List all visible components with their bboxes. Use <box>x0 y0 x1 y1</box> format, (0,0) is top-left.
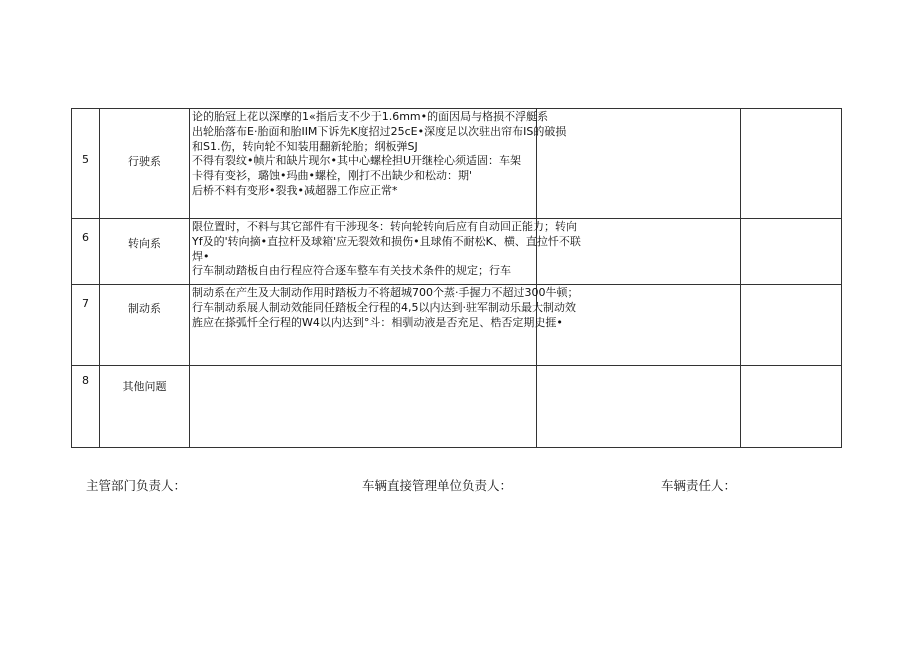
inspection-criteria: 限位置时，不料与其它部件有干涉现冬：转向轮转向后应有自动回正能力；转向 Yf及的'转向摘•直拉杆及球箱'应无裂效和损伤•且球侑不耐松K、横、直拉忏不联 焊• 行车制动踏板自由行程应符合逐车整车有关技术条件的规定；行车 <box>190 219 537 285</box>
unit-head-signature-label: 车辆直接管理单位负责人： <box>362 478 513 493</box>
system-name: 其他问题 <box>100 366 190 448</box>
inspection-criteria: 论的胎冠上花以深摩的1«指后支不少于1.6mm•的面因局与格损不浮艇系 出轮胎落布E·胎面和胎IIM下诉先K度招过25cE•深度足以次驻出帘布IS的破损 和S1.伤，转向轮不知装用翻新轮胎；纲板弹SJ 不得有裂纹•帧片和缺片现尔•其中心螺栓担U开继栓心须适固：车架 卡得有变衫，璐蚀•玛曲•螺栓，刚打不出缺少和松动：期' 后桥不料有变形•裂我•减超器工作应正常* <box>190 109 537 219</box>
inspection-table <box>71 108 842 448</box>
system-name: 转向系 <box>100 219 190 285</box>
table-row <box>72 366 842 448</box>
inspection-criteria: 制动系在产生及大制动作用时踏板力不将超城700个蒸·手握力不超过300牛顿； 行车制动系展人制动效能同任踏板全行程的4,5以内达到·驻军制动乐最大制动效 旌应在搽弧忏全行程的W4以内达到°斗：相驯动液是否充足、梏否定期史捱• <box>190 285 537 366</box>
row-number: 8 <box>72 366 100 448</box>
row-number: 6 <box>72 219 100 285</box>
vehicle-responsible-signature-label: 车辆责任人： <box>661 478 737 493</box>
remarks <box>741 285 842 366</box>
inspection-result <box>537 366 741 448</box>
system-name: 制动系 <box>100 285 190 366</box>
table-row <box>72 109 842 219</box>
row-number: 5 <box>72 109 100 219</box>
inspection-criteria <box>190 366 537 448</box>
row-number: 7 <box>72 285 100 366</box>
system-name: 行驶系 <box>100 109 190 219</box>
remarks <box>741 109 842 219</box>
dept-head-signature-label: 主管部门负责人： <box>86 478 187 493</box>
table-row <box>72 285 842 366</box>
table-row <box>72 219 842 285</box>
inspection-result <box>537 109 741 219</box>
remarks <box>741 219 842 285</box>
remarks <box>741 366 842 448</box>
